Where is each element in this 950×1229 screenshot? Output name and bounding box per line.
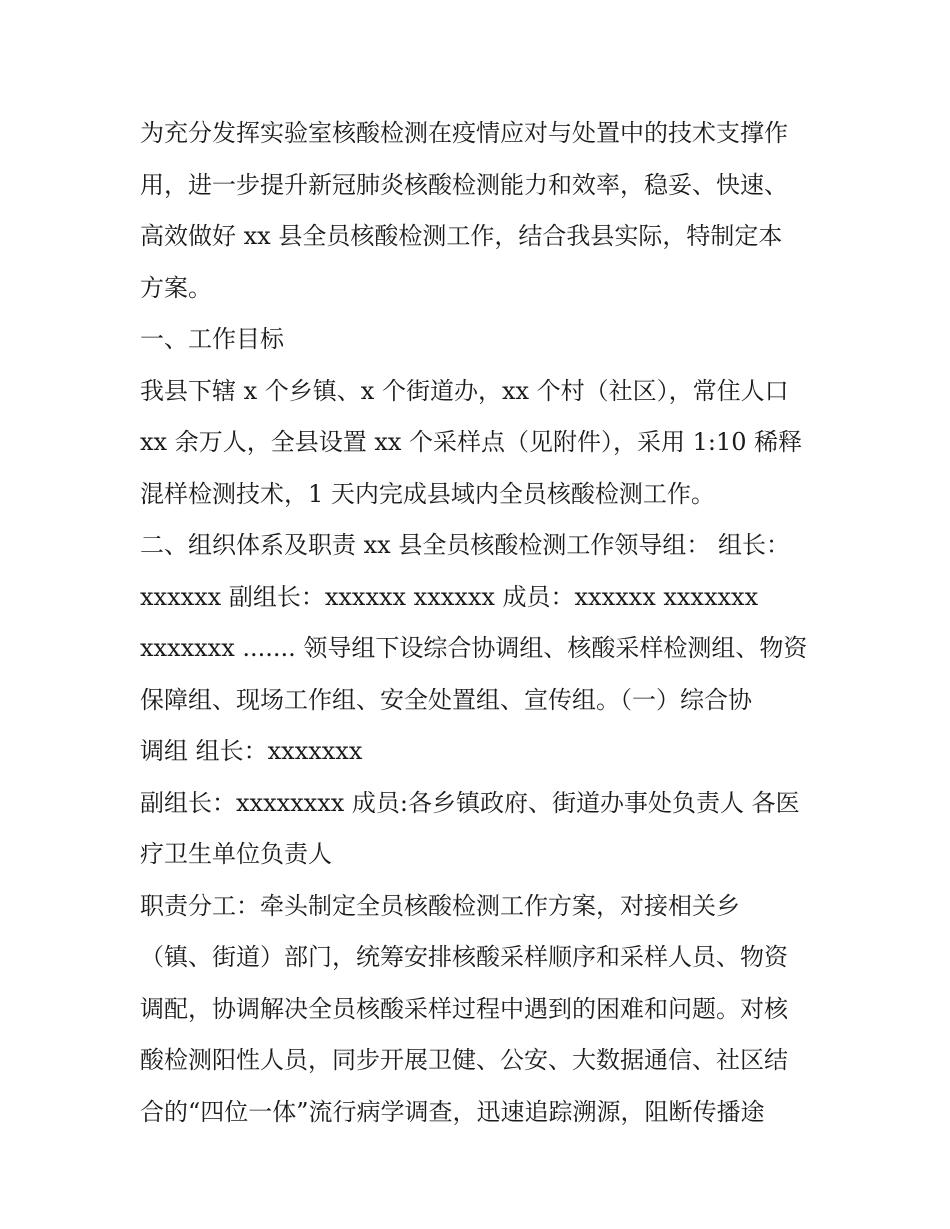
text-line: xx 余万人，全县设置 xx 个采样点（见附件），采用 1:10 稀释: [140, 428, 803, 456]
section-heading: 一、工作目标: [140, 325, 284, 353]
text-line: xxxxxxx ....... 领导组下设综合协调组、核酸采样检测组、物资: [140, 634, 808, 662]
text-line: 二、组织体系及职责 xx 县全员核酸检测工作领导组： 组长：: [140, 531, 790, 559]
text-line: 方案。: [140, 273, 212, 302]
text-line: xxxxxx 副组长：xxxxxx xxxxxx 成员：xxxxxx xxxxxxx: [140, 582, 759, 611]
text-line: 混样检测技术，1 天内完成县域内全员核酸检测工作。: [140, 479, 715, 508]
text-line: 保障组、现场工作组、安全处置组、宣传组。（一）综合协: [140, 685, 752, 714]
document-body: [140, 108, 820, 1138]
text-line: 我县下辖 x 个乡镇、x 个街道办，xx 个村（社区），常住人口: [140, 376, 789, 405]
text-line: 疗卫生单位负责人: [140, 840, 332, 868]
text-line: 合的“四位一体”流行病学调查，迅速追踪溯源，阻断传播途: [140, 1097, 765, 1126]
text-line: 调组 组长：xxxxxxx: [140, 737, 363, 765]
text-line: 高效做好 xx 县全员核酸检测工作，结合我县实际，特制定本: [140, 222, 783, 250]
text-line: 职责分工：牵头制定全员核酸检测工作方案，对接相关乡: [140, 891, 740, 920]
text-line: 调配，协调解决全员核酸采样过程中遇到的困难和问题。对核: [140, 994, 788, 1023]
text-line: 副组长：xxxxxxxx 成员:各乡镇政府、街道办事处负责人 各医: [140, 788, 800, 817]
text-line: 用，进一步提升新冠肺炎核酸检测能力和效率，稳妥、快速、: [140, 170, 788, 199]
text-line: 为充分发挥实验室核酸检测在疫情应对与处置中的技术支撑作: [140, 119, 788, 147]
text-line: （镇、街道）部门，统筹安排核酸采样顺序和采样人员、物资: [140, 943, 788, 971]
text-line: 酸检测阳性人员，同步开展卫健、公安、大数据通信、社区结: [140, 1046, 788, 1074]
